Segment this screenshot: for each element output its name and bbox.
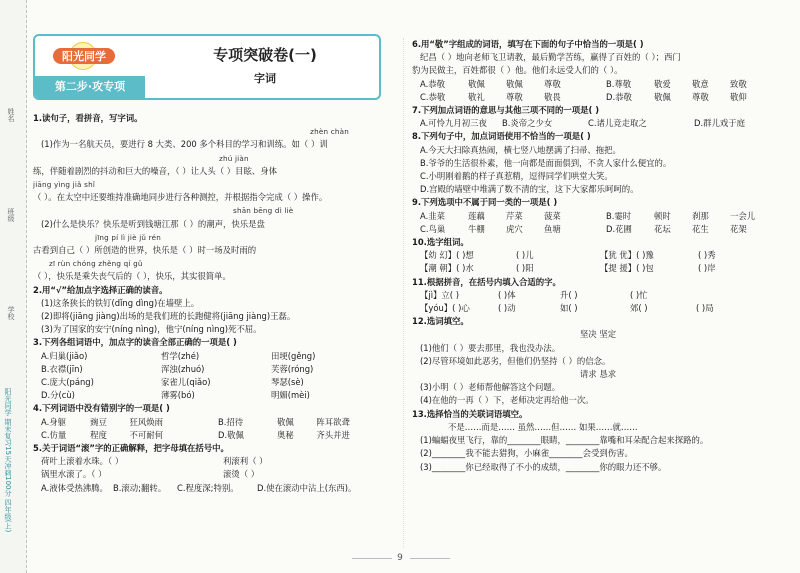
q4-option: 阵耳欲聋 xyxy=(316,416,350,427)
q7-stem: 7.下列加点词语的意思与其他三项不同的一项是( ) xyxy=(412,105,600,116)
q10-item: 【潮 朝】( )水 xyxy=(420,263,474,274)
q5-item: 荷叶上滚着水珠。（ ） xyxy=(41,456,124,467)
q6-option: 敬爱 xyxy=(654,78,671,89)
q13-line-1: (1)蝙蝠夜里飞行，靠的________眼睛，________靠嘴和耳朵配合起来探路的。 xyxy=(420,435,709,446)
q1-line-6: （ ），快乐是乘失丧气后的（ ），快乐，其实很简单。 xyxy=(33,271,231,282)
q9-option: 莲藕 xyxy=(468,210,485,221)
q3-option: 薄雾(bó) xyxy=(161,390,195,401)
q4-option: 程度 xyxy=(90,429,107,440)
q6-stem: 6.用“敬”字组成的词语，填写在下面的句子中恰当的一项是( ) xyxy=(412,39,644,49)
q12-line-2: (2)尽管环境如此恶劣，但他们仍坚持（ ）的信念。 xyxy=(420,355,611,366)
q7-option: A.可怜九月初三夜 xyxy=(420,118,487,129)
q6-option: A.恭敬 xyxy=(420,78,445,89)
q6-option: 尊敬 xyxy=(506,91,523,102)
q11-row xyxy=(412,289,784,302)
q9-option-row xyxy=(412,210,784,223)
q2-stem: 2.用“√”给加点字选择正确的读音。 xyxy=(33,284,168,295)
school-label: 学校 xyxy=(7,306,15,320)
page-number-rule-right xyxy=(410,558,450,559)
q13-line-3: (3)________你已经取得了不小的成绩，________你的眼力还不够。 xyxy=(420,461,667,472)
q2-line-1: (1)这条狭长的铁钉(dǐng dìng)在墙壁上。 xyxy=(41,297,200,308)
q10-item: ( )岸 xyxy=(698,263,716,274)
q6-option: D.恭敬 xyxy=(606,91,632,102)
q4-option: 齐头并进 xyxy=(316,429,350,440)
q9-stem: 9.下列选项中不属于同一类的一项是( ) xyxy=(412,197,558,208)
q9-option: 刹那 xyxy=(692,210,709,221)
q1-line-2: 练，伴随着剧烈的抖动和巨大的噪音，（ ）让人头（ ）目眩、身体 xyxy=(33,165,278,176)
q9-option: A.韭菜 xyxy=(420,210,445,221)
q5-options xyxy=(33,482,395,495)
q1-pinyin-1: zhèn chàn xyxy=(310,127,349,137)
q3-option: 芙蓉(róng) xyxy=(271,363,314,374)
q11-items xyxy=(412,289,784,315)
q6-line-2: 豹为民做主，百姓都很（ ）他。他们永远受人们的（ ）。 xyxy=(412,65,623,76)
q6-options xyxy=(412,78,784,104)
q5-item: 利滚利（ ） xyxy=(223,456,268,467)
q5-stem: 5.关于词语“滚”字的正确解释，把字母填在括号中。 xyxy=(33,443,229,454)
left-column xyxy=(33,112,395,495)
q6-option-row xyxy=(412,91,784,104)
q3-option: D.分(cù) xyxy=(41,390,75,401)
q12-line-1: (1)他们（ ）要去那里，我也没办法。 xyxy=(420,342,561,353)
q5-item: 锅里水滚了。（ ） xyxy=(41,469,107,480)
q9-option: 花架 xyxy=(730,223,747,234)
q6-option: 敬佩 xyxy=(654,91,671,102)
q11-item: ( )动 xyxy=(498,303,516,314)
q9-options xyxy=(412,210,784,236)
q4-option: D.敬佩 xyxy=(218,429,244,440)
q3-option-row xyxy=(33,363,395,376)
step-badge: 第二步·攻专项 xyxy=(35,76,145,98)
right-column xyxy=(412,38,784,474)
q6-option: C.恭敬 xyxy=(420,91,446,102)
q2-line-2: (2)即将(jiāng jiàng)出场的是我们班的长跑健将(jiāng jiàng)王磊。 xyxy=(41,311,296,322)
q6-option: 尊敬 xyxy=(544,78,561,89)
q9-option: 虎穴 xyxy=(506,223,523,234)
q3-option-row xyxy=(33,350,395,363)
q6-option-row xyxy=(412,78,784,91)
q11-item: 如( ) xyxy=(560,303,578,314)
column-divider xyxy=(403,38,404,548)
page-title: 专项突破卷(一) xyxy=(213,46,317,64)
q4-option-row xyxy=(33,429,395,442)
q9-option-row xyxy=(412,223,784,236)
q7-option: D.群儿戏于庭 xyxy=(694,118,745,129)
q4-option: B.招待 xyxy=(218,416,244,427)
section-header xyxy=(33,34,381,100)
q9-option: 一会儿 xyxy=(730,210,756,221)
q3-option-row xyxy=(33,389,395,402)
q10-item: ( )儿 xyxy=(516,250,534,261)
q12-line-3: (3)小明（ ）老师帮他解答这个问题。 xyxy=(420,382,561,393)
binding-margin xyxy=(0,0,27,573)
q2-line-3: (3)为了国家的安宁(níng nìng)，他宁(níng nìng)死不屈。 xyxy=(41,324,262,335)
q9-option: 花生 xyxy=(692,223,709,234)
q6-option: 致敬 xyxy=(730,78,747,89)
q12-word-choices-2: 请求 恳求 xyxy=(579,369,617,380)
q7-option: B.炎帝之少女 xyxy=(502,118,553,129)
q3-option: 浑浊(zhuó) xyxy=(161,363,205,374)
q6-option: B.尊敬 xyxy=(606,78,632,89)
class-label: 班级 xyxy=(7,208,15,222)
q3-option: A.归巢(jiǎo) xyxy=(41,350,88,361)
q5-row-2 xyxy=(33,468,395,481)
q10-item: 【犹 优】( )豫 xyxy=(600,250,654,261)
q13-line-2: (2)________我不能去猎狗，小麻雀________会受到伤害。 xyxy=(420,448,633,459)
q6-option: 敬意 xyxy=(692,78,709,89)
q9-option: D.花圃 xyxy=(606,223,632,234)
q1-stem: 1.读句子，看拼音，写字词。 xyxy=(33,113,143,123)
q6-option: 敬佩 xyxy=(468,78,485,89)
q5-option: C.程度深;特别。 xyxy=(177,482,239,493)
q11-item: 郊( ) xyxy=(630,303,648,314)
series-brand: 阳光同学 期末复习15天冲刺100分 四年级(上) xyxy=(4,388,12,533)
q5-option: A.液体受热沸腾。 xyxy=(41,482,108,493)
q8-option-a: A.今天大扫除真热闹，横七竖八地摆满了扫帚、拖把。 xyxy=(420,144,621,155)
q1-pinyin-4: shān bēng dì liè xyxy=(233,206,294,216)
q4-option: 敬佩 xyxy=(277,416,294,427)
q1-line-5: 古看到自己（ ）所创造的世界，快乐是（ ）时一场及时雨的 xyxy=(33,245,257,256)
q1-line-1: (1)作为一名航天员，要进行 8 大类、200 多个科目的学习和训练。如（ ）训 xyxy=(41,139,328,150)
q9-option: C.鸟巢 xyxy=(420,223,446,234)
q8-stem: 8.下列句子中，加点词语使用不恰当的一项是( ) xyxy=(412,131,591,142)
q4-option: C.仿量 xyxy=(41,429,67,440)
q7-option: C.诸儿竞走取之 xyxy=(588,118,647,129)
q8-option-b: B.爷爷的生活很朴素，他一向都是面面俱到，不贪人家什么便宜的。 xyxy=(420,157,672,168)
q4-option: A.身躯 xyxy=(41,416,66,427)
q11-item: 【yóu】( )心 xyxy=(420,303,470,314)
q6-option: 敬畏 xyxy=(544,91,561,102)
q6-option: 敬仰 xyxy=(730,91,747,102)
q4-option-row xyxy=(33,416,395,429)
q4-stem: 4.下列词语中没有错别字的一项是( ) xyxy=(33,403,170,414)
q9-option: B.霎时 xyxy=(606,210,632,221)
q5-option: D.使在滚动中沾上(东西)。 xyxy=(257,482,357,493)
q11-item: ( )忙 xyxy=(630,289,648,300)
q5-item: 滚烫（ ） xyxy=(223,469,260,480)
q4-options xyxy=(33,416,395,442)
q11-stem: 11.根据拼音，在括号内填入合适的字。 xyxy=(412,276,561,287)
q10-item: ( )阳 xyxy=(516,263,534,274)
q12-line-4: (4)在他的一再（ ）下，老师决定再给他一次。 xyxy=(420,395,594,406)
q9-option: 牛棚 xyxy=(468,223,485,234)
q5-row-1 xyxy=(33,455,395,468)
q3-option: 田埂(gěng) xyxy=(271,350,316,361)
logo xyxy=(53,42,115,68)
q9-option: 菠菜 xyxy=(544,210,561,221)
name-label: 姓名 xyxy=(7,108,15,122)
q4-option: 不可耐何 xyxy=(129,429,163,440)
q12-word-choices-1: 坚决 坚定 xyxy=(579,329,617,340)
q1-pinyin-2: zhú jiàn xyxy=(219,153,249,163)
q12-stem: 12.选词填空。 xyxy=(412,316,469,327)
q1-pinyin-6: zī rùn chóng zhěng qí gǔ xyxy=(49,259,143,269)
q3-option: C.庞大(páng) xyxy=(41,377,94,388)
q3-options xyxy=(33,350,395,403)
q4-option: 狂风焕雨 xyxy=(129,416,163,427)
q9-option: 芹菜 xyxy=(506,210,523,221)
q5-option: B.滚动;翻转。 xyxy=(113,482,167,493)
q9-option: 花坛 xyxy=(654,223,671,234)
q8-option-c: C.小明刚着鹅的样子真惹精，逗得同学们哄堂大笑。 xyxy=(420,171,613,182)
q6-line-1: 纪昌（ ）地向老师飞卫请教，最后勤学苦练，赢得了百姓的（ ）；西门 xyxy=(420,52,681,63)
q6-option: 敬礼 xyxy=(468,91,485,102)
q10-item: ( )秀 xyxy=(698,250,716,261)
q3-option: 家雀儿(qiǎo) xyxy=(161,377,211,388)
q7-options xyxy=(412,117,784,130)
q10-item: 【幼 幻】( )想 xyxy=(420,250,474,261)
q3-option: 琴瑟(sè) xyxy=(271,377,304,388)
q3-option: B.衣襟(jīn) xyxy=(41,363,83,374)
q6-option: 尊敬 xyxy=(692,91,709,102)
q6-option: 敬佩 xyxy=(506,78,523,89)
q9-option: 顿时 xyxy=(654,210,671,221)
q11-item: ( )体 xyxy=(498,289,516,300)
q11-item: 升( ) xyxy=(560,289,578,300)
q10-row xyxy=(412,262,784,275)
logo-text: 阳光同学 xyxy=(53,48,115,64)
q3-option: 明媚(mèi) xyxy=(271,390,310,401)
q11-item: ( )局 xyxy=(696,303,714,314)
q10-items xyxy=(412,249,784,275)
q13-word-choices: 不是……而是…… 虽然……但…… 如果……就…… xyxy=(448,421,638,432)
q8-option-d: D.宫殿的墙壁中堆满了数不清的宝，这下大家都乐呵呵的。 xyxy=(420,184,639,195)
q1-line-4: (2)什么是快乐？快乐是听到钱塘江那（ ）的潮声，快乐是盘 xyxy=(41,218,265,229)
q3-option: 哲学(zhé) xyxy=(161,350,200,361)
q4-option: 豌豆 xyxy=(90,416,107,427)
q9-option: 鱼塘 xyxy=(544,223,561,234)
q1-pinyin-5: jīng pí lì jiè jǔ rén xyxy=(95,232,162,242)
q1-line-3: （ ）。在太空中还要维持准确地同步进行各种测控，并根据指令完成（ ）操作。 xyxy=(33,192,328,203)
q13-stem: 13.选择恰当的关联词语填空。 xyxy=(412,408,528,419)
q10-stem: 10.选字组词。 xyxy=(412,237,469,248)
page-number: 9 xyxy=(397,553,403,563)
q11-row xyxy=(412,302,784,315)
q10-item: 【提 援】( )包 xyxy=(600,263,654,274)
q1-pinyin-3: jiāng yìng jiǎ shǐ xyxy=(33,180,96,190)
q11-item: 【jì】立( ) xyxy=(420,289,459,300)
q10-row xyxy=(412,249,784,262)
q3-stem: 3.下列各组词语中，加点字的读音全部正确的一项是( ) xyxy=(33,337,237,348)
q4-option: 奥秘 xyxy=(277,429,294,440)
q3-option-row xyxy=(33,376,395,389)
page-subtitle: 字词 xyxy=(254,72,276,85)
